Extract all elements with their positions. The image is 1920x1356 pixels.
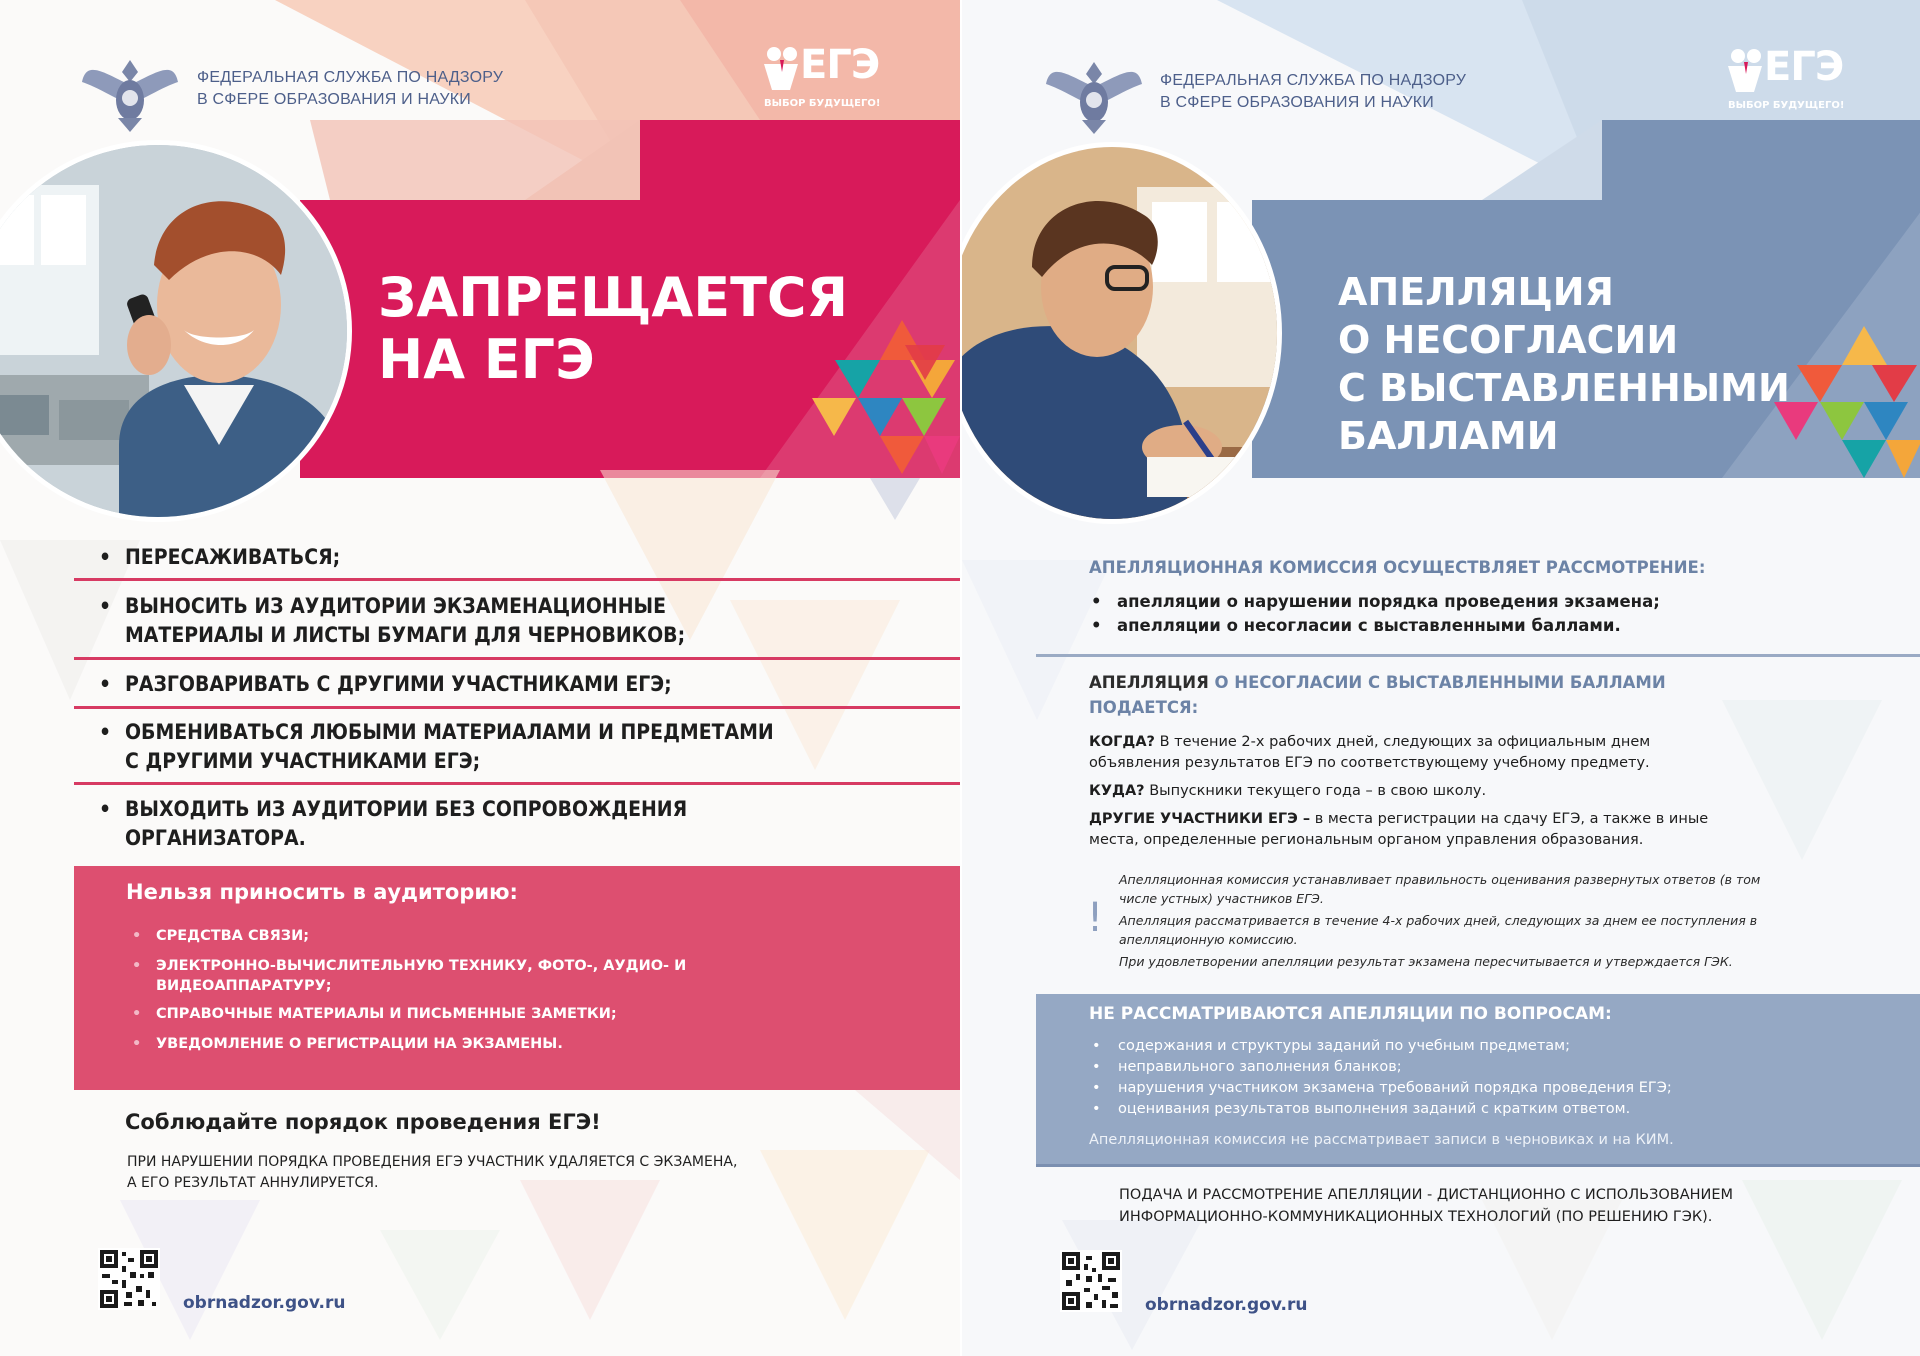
ege-logo-tagline: ВЫБОР БУДУЩЕГО! [1728,100,1845,111]
ege-figure-icon [1724,48,1766,94]
ege-figure-icon [760,46,802,92]
eagle-emblem-icon [1044,54,1144,136]
submission-others-label: ДРУГИЕ УЧАСТНИКИ ЕГЭ – [1089,811,1311,827]
notice-line: апелляционную комиссию. [1119,932,1298,947]
prohibited-action-item [125,718,774,776]
commission-item-text: апелляции о нарушении порядка проведения экзамена; [1117,592,1660,611]
prohibited-action-text: ВЫНОСИТЬ ИЗ АУДИТОРИИ ЭКЗАМЕНАЦИОННЫЕ [125,594,667,618]
headline-line-2: НА ЕГЭ [378,328,595,391]
not-considered-item [1118,1078,1672,1098]
submission-others-text: в места регистрации на сдачу ЕГЭ, а также в иные [1310,811,1709,827]
prohibited-action-text-cont: С ДРУГИМИ УЧАСТНИКАМИ ЕГЭ; [125,749,481,773]
headline-line-4: БАЛЛАМИ [1338,414,1559,458]
divider-line [74,706,960,709]
headline-line-1: АПЕЛЛЯЦИЯ [1338,270,1614,314]
forbidden-item [156,1034,563,1054]
not-considered-item [1118,1036,1570,1056]
divider-line [74,657,960,660]
submission-when [1089,732,1650,774]
not-considered-item-text: содержания и структуры заданий по учебным предметам; [1118,1038,1570,1054]
not-considered-panel [1036,994,1920,1164]
qr-code-icon [1060,1250,1122,1312]
commission-item-text: апелляции о несогласии с выставленными баллами. [1117,616,1621,635]
prohibited-action-item [125,543,340,572]
prohibited-action-text: ПЕРЕСАЖИВАТЬСЯ; [125,545,341,569]
not-considered-item [1118,1099,1630,1119]
divider-line [1036,654,1920,657]
submission-title-light: О НЕСОГЛАСИИ С ВЫСТАВЛЕННЫМИ БАЛЛАМИ [1208,673,1666,692]
forbidden-item-text: СРЕДСТВА СВЯЗИ; [156,928,310,944]
headline-line-1: ЗАПРЕЩАЕТСЯ [378,266,849,329]
submission-when-text: В течение 2-х рабочих дней, следующих за официальным днем [1154,734,1651,750]
remote-submission-note [1119,1184,1733,1228]
submission-where-text: Выпускники текущего года – в свою школу. [1144,783,1487,799]
website-link[interactable]: obrnadzor.gov.ru [1145,1295,1308,1315]
not-considered-note: Апелляционная комиссия не рассматривает записи в черновиках и на КИМ. [1089,1132,1674,1148]
divider-line [74,578,960,581]
compliance-note-line-1: ПРИ НАРУШЕНИИ ПОРЯДКА ПРОВЕДЕНИЯ ЕГЭ УЧАСТНИК УДАЛЯЕТСЯ С ЭКЗАМЕНА, [127,1154,738,1170]
commission-title: АПЕЛЛЯЦИОННАЯ КОМИССИЯ ОСУЩЕСТВЛЯЕТ РАССМОТРЕНИЕ: [1089,558,1706,577]
agency-name-line-2: В СФЕРЕ ОБРАЗОВАНИЯ И НАУКИ [1160,94,1434,111]
eagle-emblem-icon [80,52,180,134]
agency-name-line-1: ФЕДЕРАЛЬНАЯ СЛУЖБА ПО НАДЗОРУ [1160,72,1467,89]
submission-where [1089,781,1486,802]
not-considered-item-text: неправильного заполнения бланков; [1118,1059,1402,1075]
forbidden-item [156,1004,617,1024]
remote-submission-line-2: ИНФОРМАЦИОННО-КОММУНИКАЦИОННЫХ ТЕХНОЛОГИЙ (ПО РЕШЕНИЮ ГЭК). [1119,1209,1713,1225]
compliance-note-line-2: А ЕГО РЕЗУЛЬТАТ АННУЛИРУЕТСЯ. [127,1175,379,1191]
compliance-note [127,1152,737,1194]
prohibited-action-item [125,670,672,699]
submission-where-label: КУДА? [1089,783,1145,799]
not-considered-item-text: оценивания результатов выполнения заданий с кратким ответом. [1118,1101,1631,1117]
submission-others [1089,809,1708,851]
forbidden-item [156,926,309,946]
prohibited-action-text: ОБМЕНИВАТЬСЯ ЛЮБЫМИ МАТЕРИАЛАМИ И ПРЕДМЕТАМИ [125,720,774,744]
remote-submission-line-1: ПОДАЧА И РАССМОТРЕНИЕ АПЕЛЛЯЦИИ - ДИСТАНЦИОННО С ИСПОЛЬЗОВАНИЕМ [1119,1187,1734,1203]
forbidden-items-panel [74,866,960,1090]
ege-logo-tagline: ВЫБОР БУДУЩЕГО! [764,98,881,109]
forbidden-item-text: ЭЛЕКТРОННО-ВЫЧИСЛИТЕЛЬНУЮ ТЕХНИКУ, ФОТО-, АУДИО- И [156,958,687,974]
submission-title-dark: АПЕЛЛЯЦИЯ [1089,673,1209,692]
prohibited-action-text: ВЫХОДИТЬ ИЗ АУДИТОРИИ БЕЗ СОПРОВОЖДЕНИЯ [125,797,688,821]
ege-logo-word: ЕГЭ [800,42,880,88]
notice-line: Апелляционная комиссия устанавливает правильность оценивания развернутых ответов (в том [1119,872,1761,887]
qr-code-icon [98,1248,160,1310]
forbidden-item-text: СПРАВОЧНЫЕ МАТЕРИАЛЫ И ПИСЬМЕННЫЕ ЗАМЕТКИ; [156,1006,617,1022]
prohibited-action-item [125,592,685,650]
forbidden-item [156,956,686,996]
exclamation-icon: ! [1087,895,1104,941]
poster-appeal [962,0,1920,1356]
submission-when-label: КОГДА? [1089,734,1155,750]
submission-when-text-cont: объявления результатов ЕГЭ по соответствующему учебному предмету. [1089,755,1650,771]
commission-item [1117,614,1621,638]
forbidden-items-title: Нельзя приносить в аудиторию: [126,880,518,904]
prohibited-action-item [125,795,687,853]
agency-name-line-1: ФЕДЕРАЛЬНАЯ СЛУЖБА ПО НАДЗОРУ [197,69,504,86]
website-link[interactable]: obrnadzor.gov.ru [183,1293,346,1313]
compliance-title: Соблюдайте порядок проведения ЕГЭ! [125,1110,601,1134]
submission-others-text-cont: места, определенные региональным органом управления образования. [1089,832,1644,848]
prohibited-action-text-cont: ОРГАНИЗАТОРА. [125,826,306,850]
notice-line: числе устных) участников ЕГЭ. [1119,891,1324,906]
ege-logo [1724,44,1854,130]
divider-line [74,782,960,785]
notice-line: Апелляция рассматривается в течение 4-х рабочих дней, следующих за днем ее поступления в [1119,913,1758,928]
not-considered-title: НЕ РАССМАТРИВАЮТСЯ АПЕЛЛЯЦИИ ПО ВОПРОСАМ: [1089,1004,1612,1024]
submission-title-line-2: ПОДАЕТСЯ: [1089,698,1199,717]
divider-line [1036,1164,1920,1167]
prohibited-action-text: РАЗГОВАРИВАТЬ С ДРУГИМИ УЧАСТНИКАМИ ЕГЭ; [125,672,672,696]
agency-name-line-2: В СФЕРЕ ОБРАЗОВАНИЯ И НАУКИ [197,91,471,108]
not-considered-item-text: нарушения участником экзамена требований порядка проведения ЕГЭ; [1118,1080,1672,1096]
headline-line-3: С ВЫСТАВЛЕННЫМИ [1338,366,1790,410]
ege-logo-word: ЕГЭ [1764,44,1844,90]
ege-logo [760,42,890,128]
forbidden-item-text: УВЕДОМЛЕНИЕ О РЕГИСТРАЦИИ НА ЭКЗАМЕНЫ. [156,1036,563,1052]
commission-item [1117,590,1660,614]
not-considered-item [1118,1057,1402,1077]
headline-line-2: О НЕСОГЛАСИИ [1338,318,1679,362]
submission-title [1089,673,1666,692]
notice-line: При удовлетворении апелляции результат экзамена пересчитывается и утверждается ГЭК. [1119,954,1733,969]
forbidden-item-text-cont: ВИДЕОАППАРАТУРУ; [156,978,332,994]
prohibited-action-text-cont: МАТЕРИАЛЫ И ЛИСТЫ БУМАГИ ДЛЯ ЧЕРНОВИКОВ; [125,623,686,647]
